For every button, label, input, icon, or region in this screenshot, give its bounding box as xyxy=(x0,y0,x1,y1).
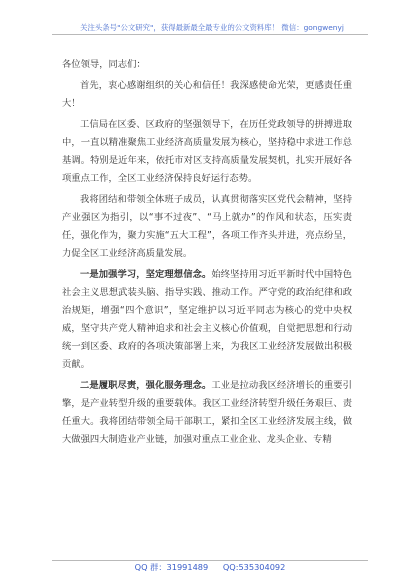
paragraph-4-text: 始终坚持用习近平新时代中国特色社会主义思想武装头脑、指导实践、推动工作。严守党的政治纪律和政治规矩，增强“四个意识”，坚定维护以习近平同志为核心的党中央权威，坚守共产党人精神追求和社会主义核心价值观，自觉把思想和行动统一到区委、政府的各项决策部署上来，为我区工业经济发展做出积极贡献。 xyxy=(62,269,352,370)
paragraph-5 xyxy=(62,377,352,449)
footer-qq-group: QQ 群：31991489 xyxy=(134,562,209,572)
footer-divider xyxy=(52,560,368,561)
paragraph-3: 我将团结和带领全体班子成员，认真贯彻落实区党代会精神，坚持产业强区为指引，以“事不过夜”、“马上就办”的作风和状态，压实责任，强化作为，聚力实施“五大工程”，各项工作齐头并进，亮点纷呈，力促全区工业经济高质量发展。 xyxy=(62,194,352,259)
paragraph-5-lead: 二是履职尽责，强化服务理念。 xyxy=(80,380,212,391)
document-body xyxy=(62,56,352,452)
paragraph-5-text: 工业是拉动我区经济增长的重要引擎，是产业转型升级的重要载体。我区工业经济转型升级任务艰巨、责任重大。我将团结带领全局干部职工，紧扣全区工业经济发展主线，做大做强四大制造业产业链，加强对重点工业企业、龙头企业、专精 xyxy=(62,380,352,445)
page-footer xyxy=(52,562,368,573)
paragraph-1: 首先，衷心感谢组织的关心和信任！我深感使命光荣，更感责任重大！ xyxy=(62,80,352,109)
paragraph-2: 工信局在区委、区政府的坚强领导下，在历任党政领导的拼搏进取中，一直以精准聚焦工业经济高质量发展为核心，坚持稳中求进工作总基调。特别是近年来，依托市对区支持高质量发展契机，扎实开展好各项重点工作，全区工业经济保持良好运行态势。 xyxy=(62,119,352,184)
salutation: 各位领导，同志们： xyxy=(62,59,146,70)
footer-qq: QQ:535304092 xyxy=(222,562,286,572)
page-header: 关注头条号"公文研究"，获得最新最全最专业的公文资料库！ 微信：gongwenyj xyxy=(80,23,344,32)
paragraph-4-lead: 一是加强学习，坚定理想信念。 xyxy=(80,269,212,280)
paragraph-4 xyxy=(62,266,352,374)
header-divider xyxy=(52,34,368,35)
